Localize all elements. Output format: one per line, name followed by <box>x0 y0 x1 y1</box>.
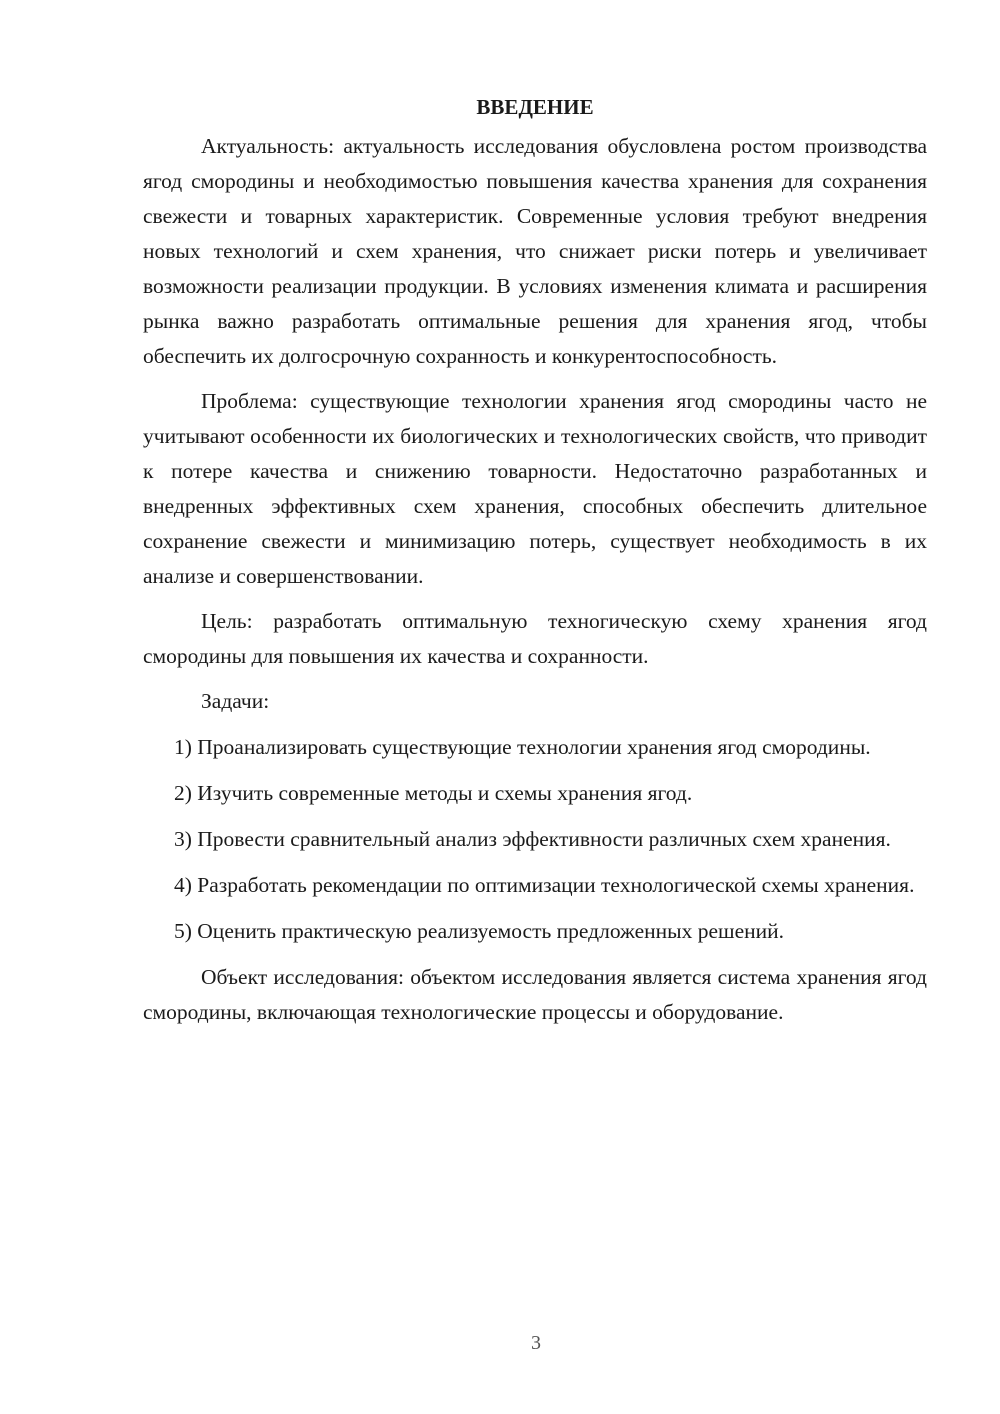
task-item-1: 1) Проанализировать существующие технологии хранения ягод смородины. <box>174 735 871 759</box>
task-item-3: 3) Провести сравнительный анализ эффективности различных схем хранения. <box>174 827 891 851</box>
task-item-5: 5) Оценить практическую реализуемость предложенных решений. <box>174 919 785 943</box>
page-title: ВВЕДЕНИЕ <box>476 95 594 119</box>
relevance-paragraph: Актуальность: актуальность исследования обусловлена ростом производства ягод смородины и необходимостью повышения качества хранения для сохранения свежести и товарных характеристик. Современные условия требуют внедрения новых технологий и схем хранения, что снижает риски потерь и увеличивает возможности реализации продукции. В условиях изменения климата и расширения рынка важно разработать оптимальные решения для хранения ягод, чтобы обеспечить их долгосрочную сохранность и конкурентоспособность. <box>143 134 927 368</box>
page-body <box>143 90 927 1040</box>
object-paragraph: Объект исследования: объектом исследования является система хранения ягод смородины, включающая технологические процессы и оборудование. <box>143 965 927 1024</box>
page-number: 3 <box>531 1332 541 1354</box>
tasks-label: Задачи: <box>201 689 270 713</box>
problem-paragraph: Проблема: существующие технологии хранения ягод смородины часто не учитывают особенности их биологических и технологических свойств, что приводит к потере качества и снижению товарности. Недостаточно разработанных и внедренных эффективных схем хранения, способных обеспечить длительное сохранение свежести и минимизацию потерь, существует необходимость в их анализе и совершенствовании. <box>143 389 927 588</box>
goal-paragraph: Цель: разработать оптимальную техногическую схему хранения ягод смородины для повышения их качества и сохранности. <box>143 609 927 668</box>
task-item-4: 4) Разработать рекомендации по оптимизации технологической схемы хранения. <box>174 873 915 897</box>
task-item-2: 2) Изучить современные методы и схемы хранения ягод. <box>174 781 693 805</box>
